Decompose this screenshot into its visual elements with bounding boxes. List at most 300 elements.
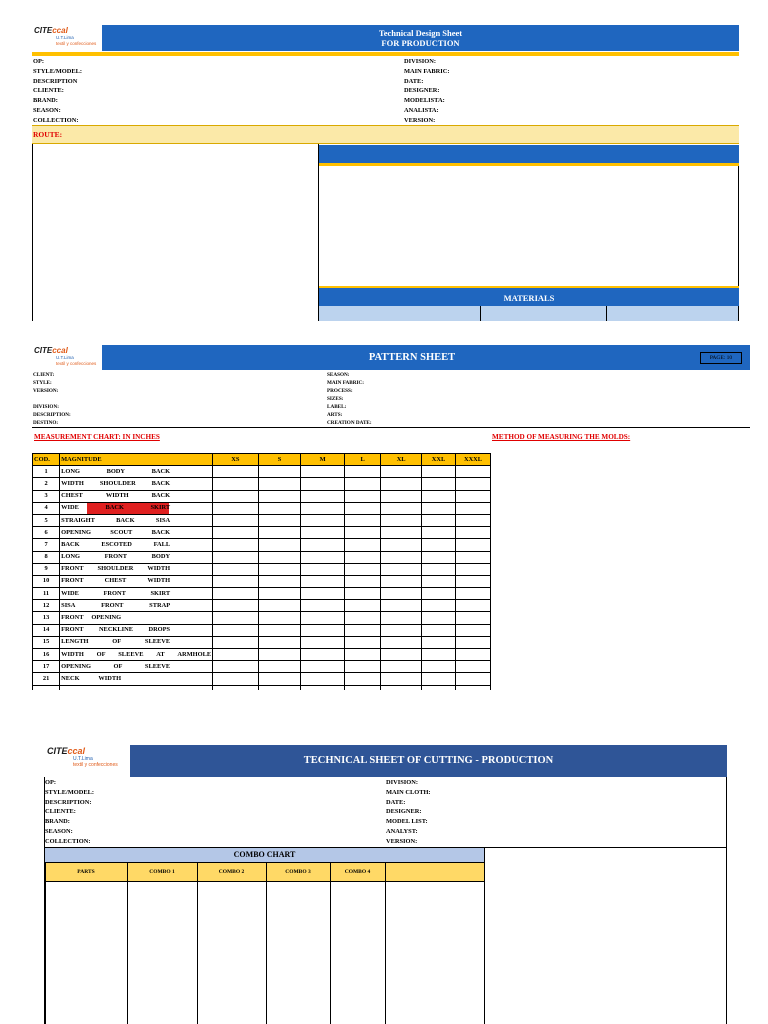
size-cell[interactable] — [258, 636, 301, 648]
magnitude-word: BODY — [151, 553, 171, 561]
magnitude-cell — [60, 661, 213, 673]
title-line2: FOR PRODUCTION — [381, 38, 460, 48]
size-cell[interactable] — [258, 527, 301, 539]
magnitude-word: WIDTH — [105, 492, 129, 500]
magnitude-word: SLEEVE — [144, 662, 171, 670]
magnitude-word: WIDTH — [61, 479, 84, 487]
size-cell[interactable] — [456, 563, 491, 575]
size-cell[interactable] — [213, 551, 258, 563]
size-cell[interactable] — [456, 588, 491, 600]
field-description: DESCRIPTION: — [33, 412, 71, 418]
size-cell[interactable] — [456, 551, 491, 563]
size-cell[interactable] — [456, 478, 491, 490]
size-cell[interactable] — [213, 649, 258, 661]
magnitude-word: BACK — [151, 479, 171, 487]
magnitude-word: SKIRT — [150, 589, 171, 597]
magnitude-cell — [60, 478, 213, 490]
magnitude-word: AT — [156, 650, 165, 658]
code-cell: 5 — [33, 514, 60, 526]
field-designer: DESIGNER: — [386, 808, 422, 816]
size-cell[interactable] — [344, 588, 381, 600]
logo — [47, 747, 127, 775]
code-cell: 11 — [33, 588, 60, 600]
size-cell[interactable] — [381, 636, 422, 648]
size-cell[interactable] — [301, 649, 344, 661]
method-title: METHOD OF MEASURING THE MOLDS: — [492, 433, 631, 441]
measurement-chart-title: MEASUREMENT CHART: IN INCHES — [34, 433, 160, 441]
field-collection: COLLECTION: — [33, 116, 79, 124]
magnitude-word: OPENING — [61, 662, 91, 670]
magnitude-word: SCOUT — [110, 528, 133, 536]
size-cell[interactable] — [344, 514, 381, 526]
size-cell[interactable] — [456, 612, 491, 624]
magnitude-word: FRONT — [104, 553, 127, 561]
column-header: XXL — [421, 454, 455, 466]
table-row — [33, 563, 491, 575]
size-cell[interactable] — [381, 478, 422, 490]
size-cell[interactable] — [421, 661, 455, 673]
field-version: VERSION: — [404, 116, 436, 124]
size-cell[interactable] — [258, 514, 301, 526]
size-cell[interactable] — [213, 600, 258, 612]
size-cell[interactable] — [301, 551, 344, 563]
empty-cell — [381, 685, 422, 690]
size-cell[interactable] — [344, 466, 381, 478]
size-cell[interactable] — [213, 514, 258, 526]
size-cell[interactable] — [344, 563, 381, 575]
magnitude-word: NECKLINE — [98, 626, 134, 634]
size-cell[interactable] — [258, 673, 301, 685]
page-box — [700, 352, 742, 364]
magnitude-word: SLEEVE — [144, 638, 171, 646]
measurement-table — [32, 453, 491, 690]
table-row — [33, 685, 491, 690]
combo-chart-title: COMBO CHART — [233, 850, 296, 859]
title-line1: Technical Design Sheet — [378, 28, 463, 38]
size-cell[interactable] — [344, 636, 381, 648]
magnitude-cell — [60, 673, 213, 685]
size-cell[interactable] — [301, 624, 344, 636]
magnitude-cell — [60, 527, 213, 539]
col-combo-1: COMBO 1 — [149, 869, 175, 875]
magnitude-word: FALL — [153, 540, 171, 548]
size-cell[interactable] — [421, 624, 455, 636]
size-cell[interactable] — [258, 624, 301, 636]
right-fields — [386, 778, 431, 847]
left-fields — [33, 57, 82, 126]
size-cell[interactable] — [344, 612, 381, 624]
sheet-left-border — [44, 777, 45, 1024]
size-cell[interactable] — [301, 636, 344, 648]
size-cell[interactable] — [258, 600, 301, 612]
sheet-title: PATTERN SHEET — [368, 352, 456, 363]
empty-cell — [301, 685, 344, 690]
magnitude-cell — [60, 490, 213, 502]
size-cell[interactable] — [213, 527, 258, 539]
route-area — [32, 144, 319, 321]
field-destino: DESTINO: — [33, 420, 59, 426]
logo-line1: U.T.Lima — [56, 355, 74, 360]
combo-grid — [45, 862, 485, 1024]
empty-cell — [213, 685, 258, 690]
right-panel-header — [319, 145, 739, 163]
size-cell[interactable] — [213, 539, 258, 551]
size-cell[interactable] — [381, 612, 422, 624]
size-cell[interactable] — [381, 466, 422, 478]
size-cell[interactable] — [301, 563, 344, 575]
size-cell[interactable] — [421, 478, 455, 490]
size-cell[interactable] — [301, 490, 344, 502]
magnitude-cell — [60, 636, 213, 648]
size-cell[interactable] — [301, 514, 344, 526]
right-fields — [404, 57, 450, 126]
size-cell[interactable] — [258, 588, 301, 600]
magnitude-cell — [60, 563, 213, 575]
magnitude-word: FRONT — [61, 614, 84, 622]
image-area — [319, 166, 739, 286]
field-cliente: CLIENTE: — [45, 808, 76, 816]
magnitude-word: SHOULDER — [99, 479, 136, 487]
logo-text: CITEccal — [34, 346, 68, 355]
magnitude-word: WIDTH — [61, 650, 84, 658]
code-cell: 3 — [33, 490, 60, 502]
field-style-model: STYLE/MODEL: — [33, 67, 83, 75]
size-cell[interactable] — [456, 502, 491, 514]
size-cell[interactable] — [258, 539, 301, 551]
logo — [34, 346, 102, 370]
field-op: OP: — [45, 779, 57, 786]
empty-cell — [456, 685, 491, 690]
table-row — [33, 624, 491, 636]
field-season: SEASON: — [327, 372, 350, 378]
size-cell[interactable] — [421, 588, 455, 600]
size-cell[interactable] — [421, 612, 455, 624]
size-cell[interactable] — [213, 673, 258, 685]
size-cell[interactable] — [421, 673, 455, 685]
magnitude-word: SISA — [155, 516, 171, 524]
magnitude-word: BACK — [151, 492, 171, 500]
table-row — [33, 649, 491, 661]
size-cell[interactable] — [381, 600, 422, 612]
empty-cell — [344, 685, 381, 690]
field-main-cloth: MAIN CLOTH: — [386, 788, 431, 796]
size-cell[interactable] — [421, 466, 455, 478]
magnitude-cell — [60, 612, 213, 624]
magnitude-word: BACK — [61, 540, 80, 548]
size-cell[interactable] — [213, 624, 258, 636]
column-header: S — [258, 454, 301, 466]
size-cell[interactable] — [301, 527, 344, 539]
table-row — [33, 478, 491, 490]
code-cell: 13 — [33, 612, 60, 624]
table-row — [33, 588, 491, 600]
size-cell[interactable] — [456, 624, 491, 636]
size-cell[interactable] — [301, 575, 344, 587]
size-cell[interactable] — [344, 624, 381, 636]
table-row — [33, 673, 491, 685]
size-cell[interactable] — [344, 673, 381, 685]
size-cell[interactable] — [344, 478, 381, 490]
size-cell[interactable] — [456, 575, 491, 587]
size-cell[interactable] — [258, 661, 301, 673]
magnitude-word: NECK — [61, 674, 80, 682]
size-cell[interactable] — [456, 490, 491, 502]
header-rule — [32, 52, 739, 56]
size-cell[interactable] — [381, 661, 422, 673]
magnitude-word: LENGTH — [61, 638, 89, 646]
code-cell: 21 — [33, 673, 60, 685]
size-cell[interactable] — [213, 575, 258, 587]
magnitude-word: OPENING — [61, 528, 91, 536]
size-cell[interactable] — [421, 563, 455, 575]
size-cell[interactable] — [381, 551, 422, 563]
size-cell[interactable] — [456, 514, 491, 526]
size-cell[interactable] — [213, 661, 258, 673]
title-bar — [102, 345, 750, 370]
table-row — [33, 514, 491, 526]
magnitude-cell — [60, 466, 213, 478]
magnitude-cell — [60, 588, 213, 600]
magnitude-word: BODY — [106, 467, 126, 475]
field-cliente: CLIENTE: — [33, 87, 64, 95]
empty-cell — [258, 685, 301, 690]
size-cell[interactable] — [381, 588, 422, 600]
size-cell[interactable] — [381, 649, 422, 661]
empty-cell — [60, 685, 213, 690]
size-cell[interactable] — [301, 478, 344, 490]
size-cell[interactable] — [301, 612, 344, 624]
sheet-title: TECHNICAL SHEET OF CUTTING - PRODUCTION — [303, 755, 554, 766]
size-cell[interactable] — [456, 673, 491, 685]
size-cell[interactable] — [301, 588, 344, 600]
field-style: STYLE: — [33, 380, 52, 386]
magnitude-word: BACK — [105, 504, 124, 512]
col-combo-4: COMBO 4 — [344, 869, 371, 875]
size-cell[interactable] — [258, 575, 301, 587]
materials-header — [319, 286, 739, 306]
field-model-list: MODEL LIST: — [386, 818, 428, 826]
size-cell[interactable] — [421, 539, 455, 551]
table-row — [33, 600, 491, 612]
size-cell[interactable] — [344, 502, 381, 514]
size-cell[interactable] — [344, 527, 381, 539]
size-cell[interactable] — [258, 649, 301, 661]
size-cell[interactable] — [456, 600, 491, 612]
magnitude-word: SHOULDER — [97, 565, 134, 573]
magnitude-word: WIDE — [61, 589, 79, 597]
field-sizes: SIZES: — [327, 396, 344, 402]
size-cell[interactable] — [381, 624, 422, 636]
size-cell[interactable] — [301, 661, 344, 673]
size-cell[interactable] — [344, 661, 381, 673]
size-cell[interactable] — [381, 490, 422, 502]
size-cell[interactable] — [381, 673, 422, 685]
magnitude-word: OF — [96, 650, 106, 658]
field-arts: ARTS: — [327, 412, 343, 418]
size-cell[interactable] — [301, 600, 344, 612]
size-cell[interactable] — [258, 466, 301, 478]
code-cell: 14 — [33, 624, 60, 636]
table-row — [33, 466, 491, 478]
size-cell[interactable] — [213, 612, 258, 624]
field-version: VERSION: — [386, 837, 418, 845]
column-header: XL — [381, 454, 422, 466]
magnitude-word: FRONT — [61, 565, 84, 573]
size-cell[interactable] — [213, 636, 258, 648]
field-season: SEASON: — [33, 106, 61, 114]
field-op: OP: — [33, 58, 45, 65]
size-cell[interactable] — [421, 514, 455, 526]
size-cell[interactable] — [344, 600, 381, 612]
size-cell[interactable] — [381, 539, 422, 551]
magnitude-word: FRONT — [61, 577, 84, 585]
field-main-fabric: MAIN FABRIC: — [404, 67, 450, 75]
field-analista: ANALISTA: — [404, 106, 439, 114]
magnitude-word: ESCOTED — [101, 540, 132, 548]
field-division: DIVISION: — [404, 58, 436, 65]
column-header: L — [344, 454, 381, 466]
size-cell[interactable] — [213, 588, 258, 600]
size-cell[interactable] — [456, 466, 491, 478]
size-cell[interactable] — [301, 502, 344, 514]
column-header: M — [301, 454, 344, 466]
magnitude-word: BACK — [151, 528, 171, 536]
code-cell: 16 — [33, 649, 60, 661]
size-cell[interactable] — [213, 502, 258, 514]
magnitude-cell — [60, 575, 213, 587]
size-cell[interactable] — [258, 563, 301, 575]
logo-line1: U.T.Lima — [56, 35, 74, 40]
size-cell[interactable] — [344, 649, 381, 661]
size-cell[interactable] — [213, 466, 258, 478]
magnitude-word: CHEST — [61, 492, 83, 500]
column-header: COD. — [33, 454, 60, 466]
title-bar — [102, 25, 739, 51]
size-cell[interactable] — [421, 575, 455, 587]
title-bar — [130, 745, 727, 777]
materials-grid — [319, 306, 739, 321]
magnitude-word: FRONT — [101, 601, 124, 609]
size-cell[interactable] — [213, 490, 258, 502]
col-parts: PARTS — [77, 869, 95, 875]
left-fields — [45, 778, 94, 847]
col-combo-2: COMBO 2 — [218, 869, 245, 875]
code-cell: 15 — [33, 636, 60, 648]
size-cell[interactable] — [301, 673, 344, 685]
size-cell[interactable] — [456, 527, 491, 539]
size-cell[interactable] — [421, 490, 455, 502]
empty-cell — [421, 685, 455, 690]
magnitude-word: BACK — [151, 467, 171, 475]
logo-line2: textil y confecciones — [73, 762, 118, 768]
field-date: DATE: — [404, 77, 424, 85]
size-cell[interactable] — [301, 466, 344, 478]
field-division: DIVISION: — [33, 404, 59, 410]
divider — [32, 427, 750, 428]
field-style-model: STYLE/MODEL: — [45, 788, 95, 796]
field-client: CLIENT: — [33, 372, 55, 378]
column-header: XS — [213, 454, 258, 466]
size-cell[interactable] — [381, 514, 422, 526]
size-cell[interactable] — [381, 563, 422, 575]
table-row — [33, 551, 491, 563]
materials-label: MATERIALS — [503, 293, 555, 303]
field-brand: BRAND: — [45, 818, 70, 826]
magnitude-word: OPENING — [91, 614, 122, 622]
magnitude-cell — [60, 600, 213, 612]
magnitude-cell — [60, 551, 213, 563]
size-cell[interactable] — [421, 551, 455, 563]
table-row — [33, 539, 491, 551]
size-cell[interactable] — [381, 502, 422, 514]
magnitude-cell — [60, 624, 213, 636]
magnitude-word: STRAP — [149, 601, 171, 609]
pattern-sheet — [32, 344, 750, 682]
magnitude-word: CHEST — [104, 577, 127, 585]
size-cell[interactable] — [421, 527, 455, 539]
size-cell[interactable] — [258, 502, 301, 514]
size-cell[interactable] — [456, 649, 491, 661]
size-cell[interactable] — [456, 636, 491, 648]
magnitude-word: WIDTH — [98, 674, 122, 682]
field-division: DIVISION: — [386, 779, 418, 786]
logo-line1: U.T.Lima — [73, 756, 93, 762]
magnitude-word: SKIRT — [150, 504, 171, 512]
size-cell[interactable] — [421, 649, 455, 661]
magnitude-cell — [60, 514, 213, 526]
column-header: XXXL — [456, 454, 491, 466]
size-cell[interactable] — [421, 636, 455, 648]
code-cell: 17 — [33, 661, 60, 673]
size-cell[interactable] — [301, 539, 344, 551]
right-fields — [327, 371, 372, 427]
logo-line2: textil y confecciones — [56, 40, 97, 46]
size-cell[interactable] — [456, 661, 491, 673]
table-row — [33, 527, 491, 539]
field-analyst: ANALYST: — [386, 827, 418, 835]
size-cell[interactable] — [421, 600, 455, 612]
magnitude-word: OF — [113, 662, 123, 670]
size-cell[interactable] — [456, 539, 491, 551]
empty-cell — [33, 685, 60, 690]
size-cell[interactable] — [381, 575, 422, 587]
size-cell[interactable] — [213, 563, 258, 575]
magnitude-word: WIDTH — [147, 565, 171, 573]
size-cell[interactable] — [344, 551, 381, 563]
field-label: LABEL: — [327, 404, 347, 410]
size-cell[interactable] — [421, 502, 455, 514]
size-cell[interactable] — [344, 490, 381, 502]
size-cell[interactable] — [258, 551, 301, 563]
table-row — [33, 636, 491, 648]
code-cell: 12 — [33, 600, 60, 612]
magnitude-cell — [60, 539, 213, 551]
size-cell[interactable] — [381, 527, 422, 539]
magnitude-word: SISA — [61, 601, 76, 609]
size-cell[interactable] — [258, 612, 301, 624]
size-cell[interactable] — [344, 539, 381, 551]
magnitude-word: OF — [112, 638, 122, 646]
size-cell[interactable] — [213, 478, 258, 490]
size-cell[interactable] — [344, 575, 381, 587]
field-season: SEASON: — [45, 827, 73, 835]
field-main-fabric: MAIN FABRIC: — [327, 380, 364, 386]
size-cell[interactable] — [258, 478, 301, 490]
magnitude-cell — [60, 649, 213, 661]
page-label: PAGE: 10 — [709, 355, 733, 361]
size-cell[interactable] — [258, 490, 301, 502]
code-cell: 10 — [33, 575, 60, 587]
